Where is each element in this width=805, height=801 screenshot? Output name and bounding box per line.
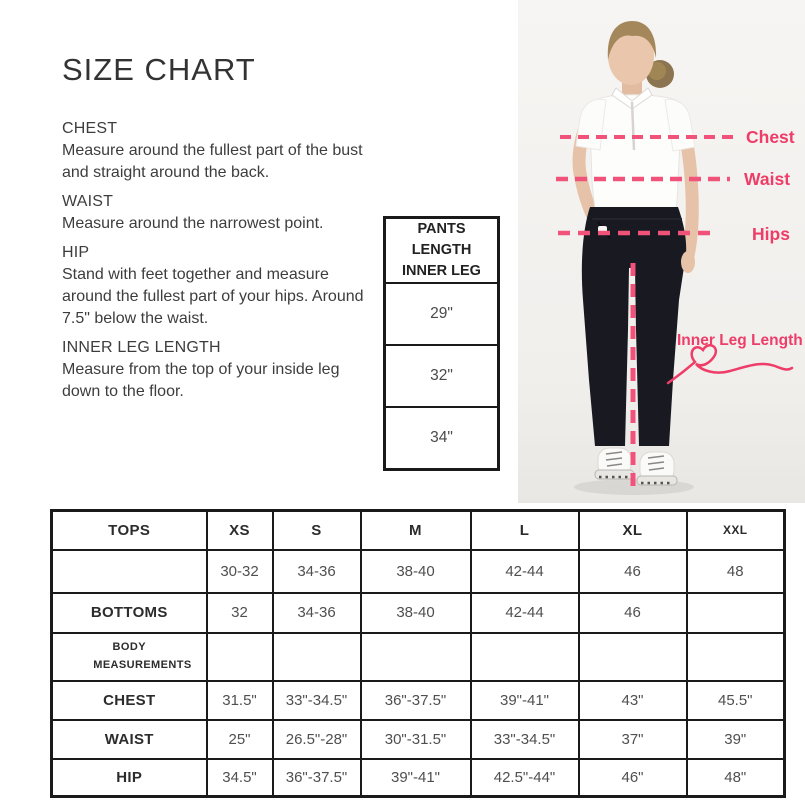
size-cell: 38-40 [361, 593, 471, 633]
row-label [52, 633, 207, 681]
pants-table-row [385, 283, 499, 345]
size-cell: 34-36 [273, 550, 361, 593]
size-cell: 46 [579, 550, 687, 593]
size-table-header-row [52, 511, 785, 550]
instruction-heading: HIP [62, 244, 90, 261]
size-cell: 46" [579, 759, 687, 797]
size-cell: 48" [687, 759, 785, 797]
instruction-section-waist [62, 193, 370, 235]
size-cell: 36"-37.5" [273, 759, 361, 797]
size-cell [471, 633, 579, 681]
size-cell: 45.5" [687, 681, 785, 720]
pants-table-cell: 34" [385, 407, 499, 470]
column-header-tops: TOPS [52, 511, 207, 550]
pants-table-row [385, 345, 499, 407]
table-row-body-measurements [52, 633, 785, 681]
pants-header-line1: PANTS LENGTH [411, 221, 472, 259]
chest-label: Chest [746, 127, 795, 147]
size-cell: 39"-41" [361, 759, 471, 797]
size-cell: 42.5"-44" [471, 759, 579, 797]
instruction-section-inner-leg [62, 339, 370, 403]
size-cell [273, 633, 361, 681]
size-cell [687, 633, 785, 681]
instruction-section-hip [62, 244, 370, 330]
size-cell: 26.5"-28" [273, 720, 361, 759]
instruction-heading: WAIST [62, 193, 114, 210]
left-hand [681, 251, 695, 273]
column-header-l: L [471, 511, 579, 550]
hips-label: Hips [752, 224, 790, 244]
column-header-xl: XL [579, 511, 687, 550]
size-cell [361, 633, 471, 681]
pants-length-table [383, 216, 500, 471]
size-cell: 25" [207, 720, 273, 759]
pants-table-cell: 32" [385, 345, 499, 407]
size-cell: 38-40 [361, 550, 471, 593]
size-cell: 48 [687, 550, 785, 593]
pants-table-row [385, 407, 499, 470]
size-cell: 39"-41" [471, 681, 579, 720]
size-cell [207, 633, 273, 681]
column-header-xs: XS [207, 511, 273, 550]
table-row-bottoms [52, 593, 785, 633]
instruction-body: Measure around the narrowest point. [62, 215, 324, 232]
waist-label: Waist [744, 169, 791, 189]
column-header-m: M [361, 511, 471, 550]
model-photo [518, 0, 805, 503]
pants-header-line2: INNER LEG [402, 263, 481, 280]
measuring-instructions [62, 52, 370, 412]
instruction-body: Stand with feet together and measure around the fullest part of your hips. Around 7.5" below the waist. [62, 266, 364, 327]
column-header-xxl: XXL [687, 511, 785, 550]
size-cell: 30-32 [207, 550, 273, 593]
table-row-waist [52, 720, 785, 759]
size-cell: 34-36 [273, 593, 361, 633]
size-cell: 33"-34.5" [471, 720, 579, 759]
instruction-body: Measure around the fullest part of the bust and straight around the back. [62, 142, 363, 181]
instruction-section-chest [62, 120, 370, 184]
size-cell: 39" [687, 720, 785, 759]
size-cell: 46 [579, 593, 687, 633]
instruction-body: Measure from the top of your inside leg down to the floor. [62, 361, 340, 400]
size-cell [687, 593, 785, 633]
table-row-hip [52, 759, 785, 797]
size-cell: 42-44 [471, 550, 579, 593]
size-cell: 33"-34.5" [273, 681, 361, 720]
size-cell: 30"-31.5" [361, 720, 471, 759]
row-label-text: BODY MEASUREMENTS [93, 640, 192, 671]
column-header-s: S [273, 511, 361, 550]
size-cell: 37" [579, 720, 687, 759]
table-row-tops-sizes [52, 550, 785, 593]
model-illustration [518, 0, 805, 503]
page-title: SIZE CHART [62, 52, 256, 87]
size-cell: 31.5" [207, 681, 273, 720]
row-label: BOTTOMS [52, 593, 207, 633]
size-cell [579, 633, 687, 681]
pants-table-header [385, 218, 499, 284]
inner-leg-label: Inner Leg Length [677, 332, 803, 349]
size-cell: 43" [579, 681, 687, 720]
row-label: HIP [52, 759, 207, 797]
row-label: WAIST [52, 720, 207, 759]
row-label: CHEST [52, 681, 207, 720]
row-label [52, 550, 207, 593]
size-cell: 36"-37.5" [361, 681, 471, 720]
pants-table-header-row [385, 218, 499, 284]
size-cell: 32 [207, 593, 273, 633]
instruction-heading: INNER LEG LENGTH [62, 339, 221, 356]
pants-table-cell: 29" [385, 283, 499, 345]
size-cell: 34.5" [207, 759, 273, 797]
size-cell: 42-44 [471, 593, 579, 633]
table-row-chest [52, 681, 785, 720]
instruction-heading: CHEST [62, 120, 118, 137]
size-table [50, 509, 786, 798]
